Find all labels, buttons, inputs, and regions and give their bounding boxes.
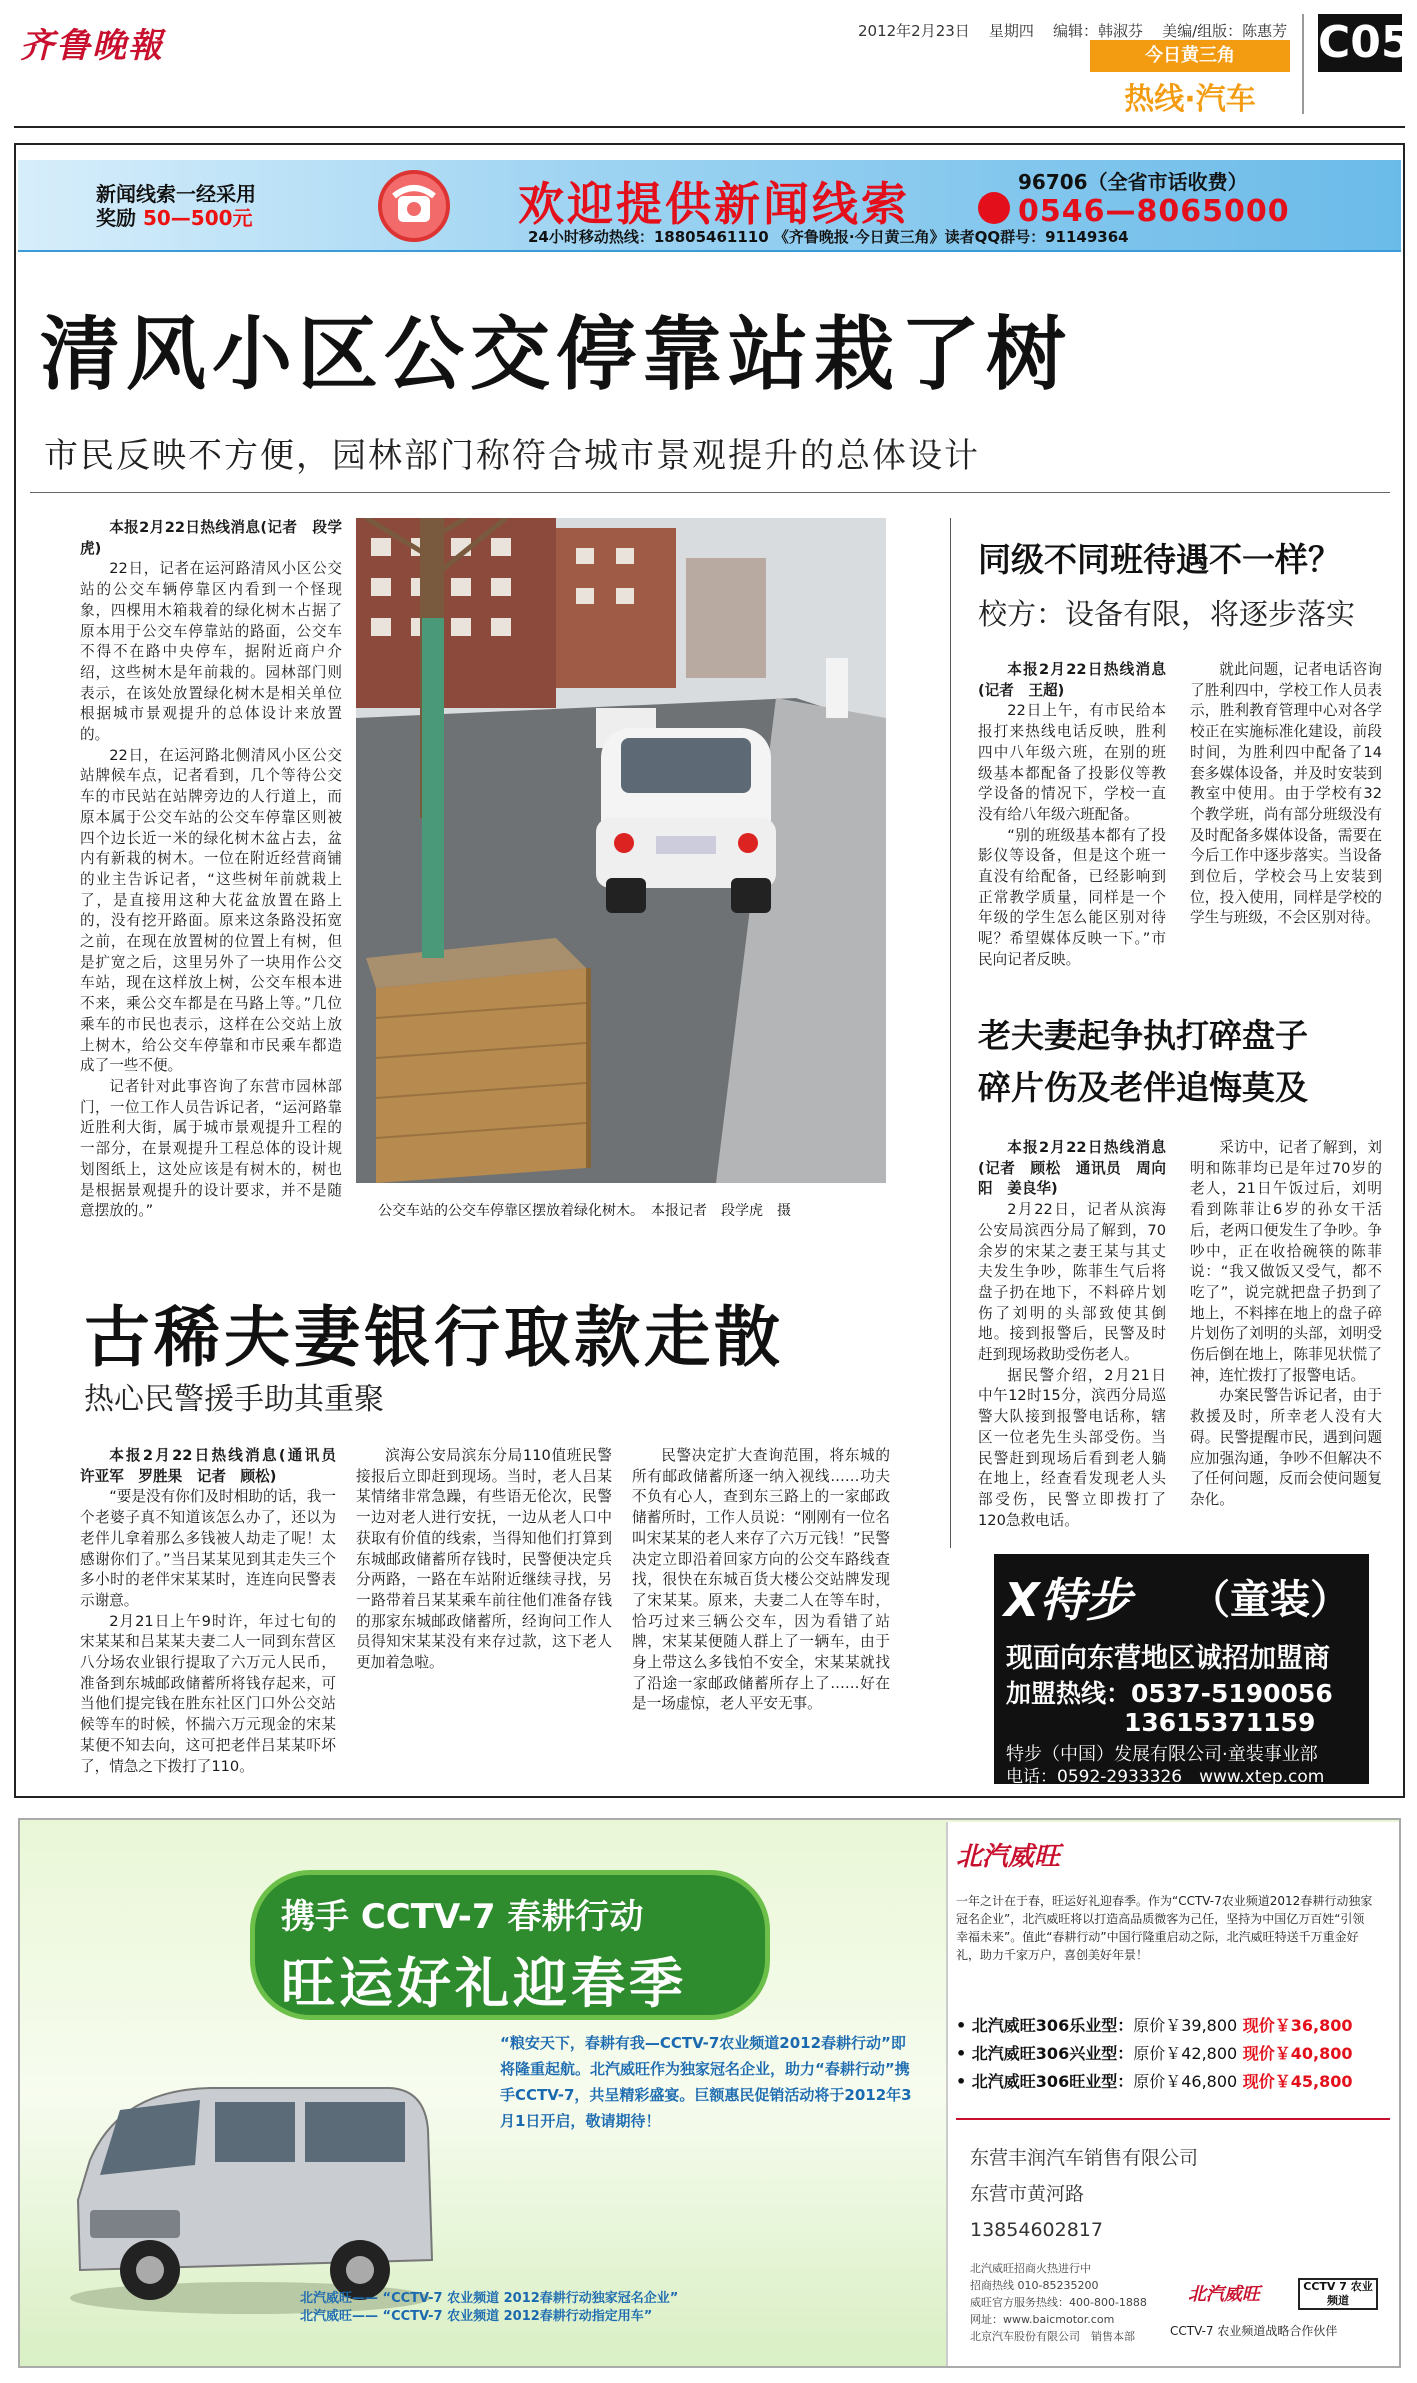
small-line: 威旺官方服务热线：400-800-1888 bbox=[970, 2296, 1147, 2309]
banner-reward-line1: 新闻线索一经采用 bbox=[96, 182, 256, 206]
article3-headline-line1: 老夫妻起争执打碎盘子 bbox=[978, 1016, 1308, 1055]
article4-subheadline: 热心民警援手助其重聚 bbox=[84, 1382, 384, 1417]
xtep-recruit: 现面向东营地区诚招加盟商 bbox=[1006, 1643, 1330, 1674]
article3-body-col2 bbox=[1190, 1138, 1382, 1511]
banner-reward-prefix: 奖励 bbox=[96, 206, 136, 230]
dealer-phone: 13854602817 bbox=[970, 2219, 1103, 2241]
ad-footer-line2: 北汽威旺—— “CCTV-7 农业频道 2012春耕行动指定用车” bbox=[300, 2309, 653, 2324]
now-price: 现价￥45,800 bbox=[1242, 2072, 1353, 2091]
dealer-info bbox=[970, 2140, 1198, 2248]
small-line: 北汽威旺招商火热进行中 bbox=[970, 2262, 1091, 2275]
orig-price: 原价￥42,800 bbox=[1133, 2044, 1238, 2063]
article3-paragraph: 采访中，记者了解到，刘明和陈菲均已是年过70岁的老人，21日午饭过后，刘明看到陈菲让6岁的孙女干活后，老两口便发生了争吵。争吵中，正在收拾碗筷的陈菲说：“我又做饭又受气，都不吃了”，说完就把盘子扔到了地上，不料摔在地上的盘子碎片划伤了刘明的头部，刘明受伤后倒在地上，陈菲见状慌了神，连忙拨打了报警电话。 bbox=[1190, 1139, 1382, 1384]
xtep-kids-ad bbox=[994, 1554, 1369, 1787]
article4-paragraph: 滨海公安局滨东分局110值班民警接报后立即赶到现场。当时，老人吕某某情绪非常急躁，有些语无伦次，民警一边对老人进行安抚，一边从老人口中获取有价值的线索，当得知他们打算到东城邮政储蓄所存钱时，民警便决定兵分两路，一路在车站附近继续寻找，另一路带着吕某某乘车前往他们准备存钱的那家东城邮政储蓄所，经询问工作人员得知宋某某没有来存过款，这下老人更加着急啦。 bbox=[356, 1447, 612, 1672]
article2-paragraph: 就此问题，记者电话咨询了胜利四中，学校工作人员表示，胜利教育管理中心对各学校正在实施标准化建设，前段时间，为胜利四中配备了14套多媒体设备，并及时安装到教室中使用。由于学校有32个教学班，尚有部分班级没有及时配备多媒体设备，需要在今后工作中逐步落实。当设备到位后，学校会马上安装到位，投入使用，同样是学校的学生与班级，不会区别对待。 bbox=[1190, 661, 1382, 927]
news-tip-banner bbox=[18, 160, 1401, 252]
model-name: 北汽威旺306兴业型： bbox=[971, 2044, 1134, 2063]
article3-lead: 本报2月22日热线消息(记者 顾松 通讯员 周向阳 姜良华) bbox=[978, 1139, 1166, 1198]
article2-subheadline: 校方：设备有限，将逐步落实 bbox=[978, 597, 1356, 631]
small-line: 北京汽车股份有限公司 销售本部 bbox=[970, 2330, 1135, 2343]
dateline bbox=[858, 20, 1287, 41]
baic-intro: 一年之计在于春，旺运好礼迎春季。作为“CCTV-7农业频道2012春耕行动独家冠名企业”，北汽威旺将以打造高品质微客为己任，坚持为中国亿万百姓“引领幸福未来”。值此“春耕行动”中国行隆重启动之际，北汽威旺特送千万重金好礼，助力千家万户，喜创美好年景！ bbox=[956, 1894, 1373, 1962]
article2-paragraph: “别的班级基本都有了投影仪等设备，但是这个班一直没有给配备，已经影响到正常教学质量，同样是一个年级的学生怎么能区别对待呢？希望媒体反映一下。”市民向记者反映。 bbox=[978, 826, 1166, 968]
article4-paragraph: 2月21日上午9时许，年过七旬的宋某某和吕某某夫妻二人一同到东营区八分场农业银行提取了六万元人民币，准备到东城邮政储蓄所将钱存起来，可当他们提完钱在胜东社区门口外公交站候等车的时候，怀揣六万元现金的宋某某便不知去向，这可把老伴吕某某吓坏了，情急之下拨打了110。 bbox=[80, 1612, 336, 1775]
model-name: 北汽威旺306旺业型： bbox=[971, 2072, 1134, 2091]
hotline-number: 0546—8065000 bbox=[1018, 194, 1290, 229]
article3-headline bbox=[978, 1010, 1308, 1114]
now-price: 现价￥36,800 bbox=[1242, 2016, 1353, 2035]
issue-date: 2012年2月23日 bbox=[858, 22, 970, 40]
price-list bbox=[956, 2012, 1386, 2096]
article1-lead: 本报2月22日热线消息(记者 段学虎) bbox=[80, 519, 342, 557]
article3-headline-line2: 碎片伤及老伴追悔莫及 bbox=[978, 1068, 1308, 1107]
orig-price: 原价￥39,800 bbox=[1133, 2016, 1238, 2035]
news-photo bbox=[356, 518, 886, 1183]
photo-caption: 公交车站的公交车停靠区摆放着绿化树木。 本报记者 段学虎 摄 bbox=[378, 1203, 791, 1219]
article1-paragraph: 22日，记者在运河路清风小区公交站的公交车辆停靠区内看到一个怪现象，四棵用木箱栽着的绿化树木占据了原本用于公交车停靠站的路面，公交车不得不在路中央停车，据附近商户介绍，这些树木是年前栽的。园林部门则表示，在该处放置绿化树木是相关单位根据城市景观提升的总体设计来放置的。 bbox=[80, 560, 342, 744]
article2-body-col2 bbox=[1190, 660, 1382, 929]
article1-rule bbox=[30, 492, 1390, 493]
article2-lead: 本报2月22日热线消息(记者 王超) bbox=[978, 661, 1166, 699]
article3-body-col1 bbox=[978, 1138, 1166, 1531]
ad-slogan2: 旺运好礼迎春季 bbox=[281, 1952, 687, 2015]
mobile-hotline: 24小时移动热线：18805461110 《齐鲁晚报·今日黄三角》读者QQ群号：91149364 bbox=[528, 228, 1129, 246]
ad-footer bbox=[300, 2290, 678, 2326]
issue-weekday: 星期四 bbox=[988, 22, 1034, 40]
banner-title: 欢迎提供新闻线索 bbox=[518, 177, 910, 231]
cctv7-logo: CCTV 7 农业频道 bbox=[1298, 2278, 1378, 2310]
phone-badge-icon bbox=[978, 192, 1010, 224]
ad-promo-text: “粮安天下，春耕有我—CCTV-7农业频道2012春耕行动”即将隆重起航。北汽威旺作为独家冠名企业，助力“春耕行动”携手CCTV-7，共呈精彩盛宴。巨额惠民促销活动将于2012年3月1日开启，敬请期待！ bbox=[500, 2034, 912, 2130]
article4-lead: 本报2月22日热线消息(通讯员 许亚军 罗胜果 记者 顾松) bbox=[80, 1447, 351, 1485]
telephone-icon bbox=[378, 170, 450, 242]
article4-body-col2 bbox=[356, 1446, 612, 1674]
article1-paragraph: 记者针对此事咨询了东营市园林部门，一位工作人员告诉记者，“运河路靠近胜利大街，属于城市景观提升工程的一部分，在景观提升工程总体的设计规划图纸上，这处应该是有树木的，树也是根据景观提升的设计要求，并不是随意摆放的。” bbox=[80, 1077, 342, 1220]
article3-paragraph: 据民警介绍，2月21日中午12时15分，滨西分局巡警大队接到报警电话称，辖区一位老先生头部受伤。当民警赶到现场后看到老人躺在地上，经查看发现老人头部受伤，民警立即拨打了120急救电话。 bbox=[978, 1366, 1166, 1529]
article2-body-col1 bbox=[978, 660, 1166, 971]
panel-rule bbox=[956, 2118, 1390, 2120]
ad-slogan1: 携手 CCTV-7 春耕行动 bbox=[281, 1897, 644, 1937]
van-image bbox=[60, 2070, 440, 2320]
article4-paragraph: 民警决定扩大查询范围，将东城的所有邮政储蓄所逐一纳入视线……功夫不负有心人，查到东三路上的一家邮政储蓄所时，工作人员说：“刚刚有一位名叫宋某某的老人来存了六万元钱！”民警决定立即沿着回家方向的公交车路线查找，很快在东城百货大楼公交站牌发现了宋某某。原来，夫妻二人在等车时，恰巧过来三辆公交车，因为看错了站牌，宋某某便随人群上了一辆车，由于身上带这么多钱怕不安全，宋某某就找了沿途一家邮政储蓄所存上了……好在是一场虚惊，老人平安无事。 bbox=[632, 1447, 890, 1713]
xtep-logo: X特步 bbox=[1004, 1573, 1132, 1627]
designer-credit: 美编/组版：陈惠芳 bbox=[1162, 22, 1288, 40]
section-tag: 今日黄三角 bbox=[1090, 40, 1290, 72]
article2-paragraph: 22日上午，有市民给本报打来热线电话反映，胜利四中八年级六班，在别的班级基本都配备了投影仪等教学设备的情况下，学校一直没有给八年级六班配备。 bbox=[978, 702, 1166, 823]
small-line: 招商热线 010-85235200 bbox=[970, 2279, 1099, 2292]
article4-headline: 古稀夫妻银行取款走散 bbox=[84, 1298, 784, 1376]
masthead: 齐鲁晚報 bbox=[20, 26, 164, 66]
article3-paragraph: 2月22日，记者从滨海公安局滨西分局了解到，70余岁的宋某之妻王某与其丈夫发生争吵，陈菲生气后将盘子扔在地下，不料碎片划伤了刘明的头部致使其倒地。接到报警后，民警及时赶到现场救助受伤老人。 bbox=[978, 1201, 1166, 1364]
article4-body-col3 bbox=[632, 1446, 890, 1715]
article2-headline: 同级不同班待遇不一样？ bbox=[978, 540, 1341, 579]
hotline-label: 96706（全省市话收费） bbox=[1018, 170, 1248, 194]
promo-bubble bbox=[250, 1870, 770, 2020]
orig-price: 原价￥46,800 bbox=[1133, 2072, 1238, 2091]
article1-body bbox=[80, 518, 342, 1222]
baic-brand: 北汽威旺 bbox=[956, 1842, 1061, 1872]
header-divider bbox=[1302, 14, 1304, 114]
article3-paragraph: 办案民警告诉记者，由于救援及时，所幸老人没有大碍。民警提醒市民，遇到问题应加强沟通，争吵不但解决不了任何问题，反而会使问题复杂化。 bbox=[1190, 1387, 1382, 1508]
ad-footer-line1: 北汽威旺—— “CCTV-7 农业频道 2012春耕行动独家冠名企业” bbox=[300, 2291, 679, 2306]
baic-logo-small: 北汽威旺 bbox=[1188, 2284, 1260, 2305]
dealer-address: 东营市黄河路 bbox=[970, 2183, 1085, 2205]
banner-reward-amount: 50—500元 bbox=[142, 206, 253, 230]
price-row: • 北汽威旺306兴业型：原价￥42,800 现价￥40,800 bbox=[956, 2044, 1353, 2063]
partner-line: CCTV-7 农业频道战略合作伙伴 bbox=[1170, 2324, 1338, 2338]
baic-info-panel bbox=[946, 1822, 1399, 2366]
now-price: 现价￥40,800 bbox=[1242, 2044, 1353, 2063]
article1-paragraph: 22日，在运河路北侧清风小区公交站牌候车点，记者看到，几个等待公交车的市民站在站牌旁边的人行道上，而原本属于公交车站的公交车停靠区则被四个边长近一米的绿化树木盆占去，盆内有新栽的树木。一位在附近经营商铺的业主告诉记者，“这些树年前就栽上了，是直接用这种大花盆放置在路上的，没有挖开路面。原来这条路没拓宽之前，在现在放置树的位置上有树，但是扩宽之后，这里另外了一块用作公交车站，现在这样放上树，公交车根本进不来，乘公交车都是在马路上等。”几位乘车的市民也表示，这样在公交站上放上树木，给公交车停靠和市民乘车都造成了一些不便。 bbox=[80, 746, 342, 1075]
banner-reward-text bbox=[96, 182, 256, 230]
model-name: 北汽威旺306乐业型： bbox=[971, 2016, 1134, 2035]
xtep-hotline: 加盟热线：0537-5190056 bbox=[1006, 1679, 1333, 1708]
column-divider bbox=[950, 518, 951, 1548]
dealer-name: 东营丰润汽车销售有限公司 bbox=[970, 2147, 1199, 2169]
article4-body-col1 bbox=[80, 1446, 351, 1777]
xtep-company: 特步（中国）发展有限公司·童装事业部 bbox=[1006, 1744, 1318, 1765]
price-row: • 北汽威旺306旺业型：原价￥46,800 现价￥45,800 bbox=[956, 2072, 1353, 2091]
section-name: 热线·汽车 bbox=[1124, 82, 1256, 117]
editor-credit: 编辑：韩淑芬 bbox=[1052, 22, 1143, 40]
page-number: C05 bbox=[1318, 14, 1402, 72]
price-row: • 北汽威旺306乐业型：原价￥39,800 现价￥36,800 bbox=[956, 2016, 1353, 2035]
xtep-mobile: 13615371159 bbox=[1124, 1708, 1316, 1737]
article1-subheadline: 市民反映不方便，园林部门称符合城市景观提升的总体设计 bbox=[44, 436, 980, 476]
small-line: 网址：www.baicmotor.com bbox=[970, 2313, 1115, 2326]
article1-headline: 清风小区公交停靠站栽了树 bbox=[40, 307, 1072, 401]
header-rule bbox=[14, 126, 1405, 128]
xtep-contact: 电话：0592-2933326 www.xtep.com bbox=[1006, 1767, 1325, 1787]
baic-small-print bbox=[970, 2260, 1147, 2345]
article4-paragraph: “要是没有你们及时相助的话，我一个老婆子真不知道该怎么办了，还以为老伴儿拿着那么多钱被人劫走了呢！太感谢你们了。”当吕某某见到其走失三个多小时的老伴宋某某时，连连向民警表示谢意。 bbox=[80, 1488, 336, 1609]
xtep-category: （童装） bbox=[1190, 1577, 1350, 1623]
